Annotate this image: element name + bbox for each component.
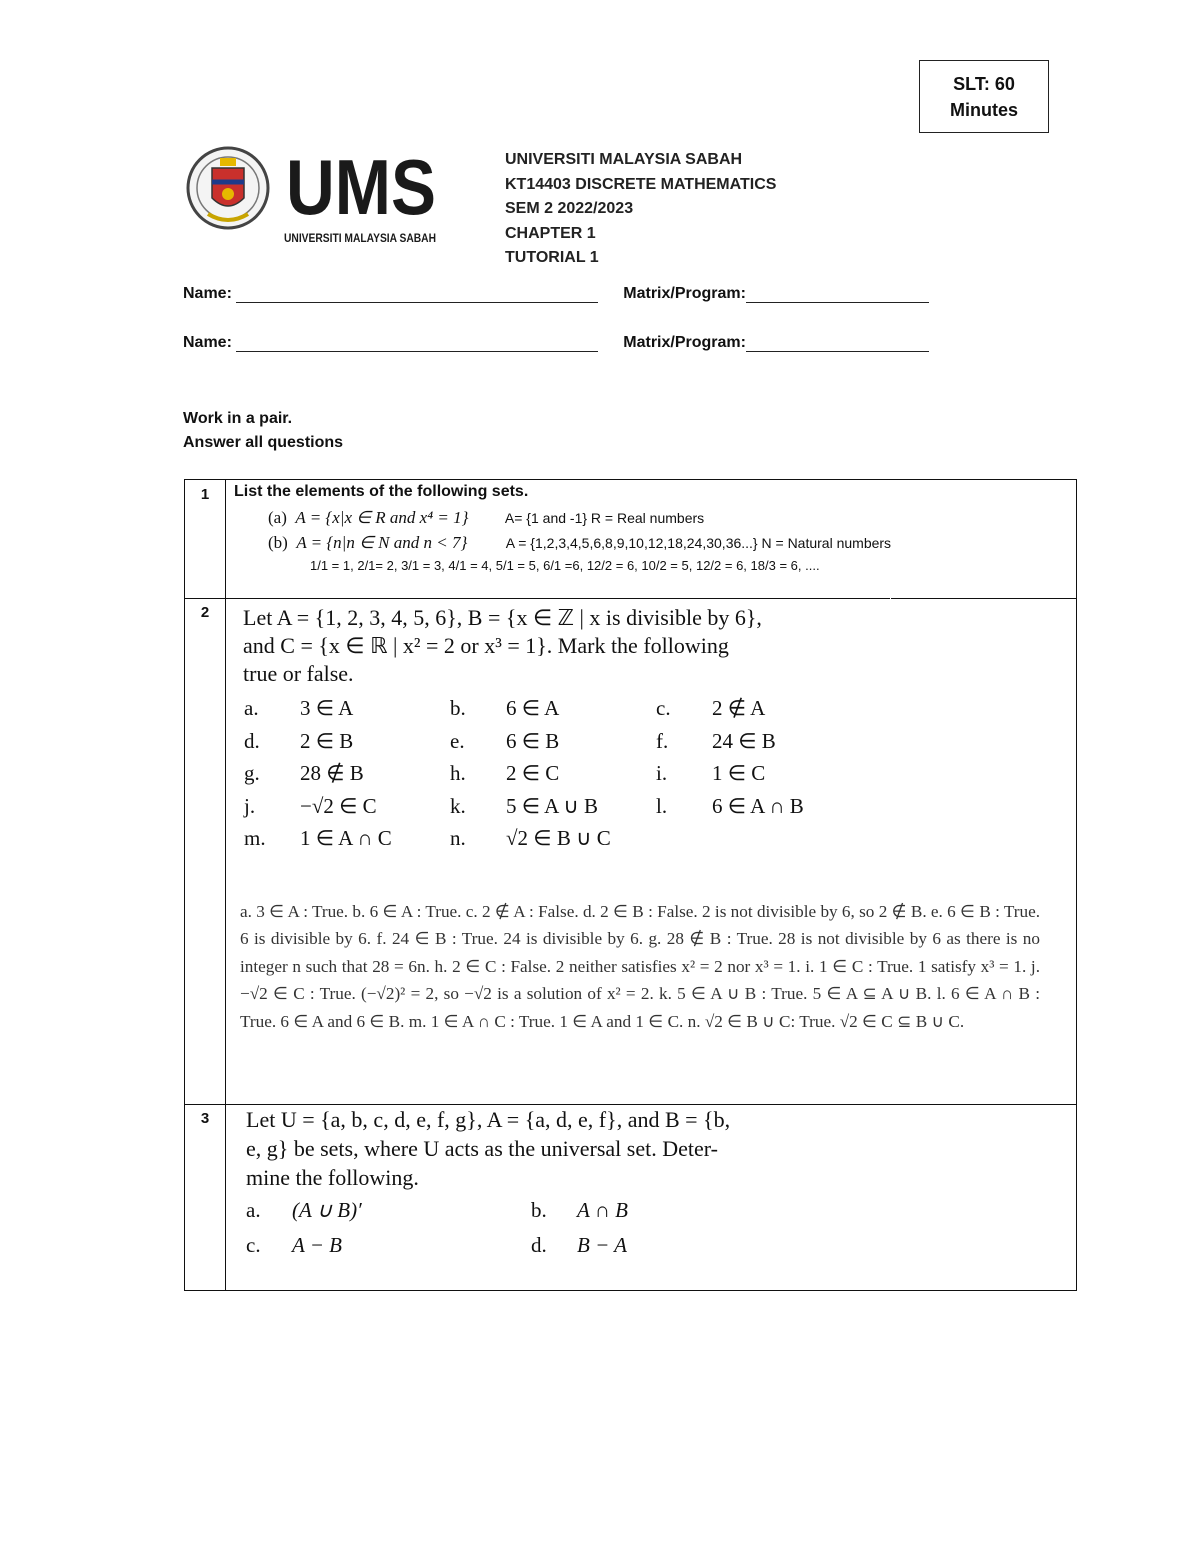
q1-prompt: List the elements of the following sets.: [234, 483, 529, 500]
q3-item-expr: B − A: [577, 1233, 627, 1257]
q2-item-expr: 28 ∉ B: [300, 761, 364, 786]
q2-item-label: a.: [244, 696, 259, 720]
q2-item-expr: 6 ∈ A ∩ B: [712, 793, 804, 818]
question-number-3: 3: [200, 1110, 210, 1127]
q2-question: [243, 604, 883, 688]
name-label: Name:: [183, 285, 232, 302]
q1-part-b: [268, 533, 891, 553]
logo-text: UMS: [286, 143, 436, 231]
chapter: CHAPTER 1: [505, 224, 596, 242]
q2-line-1: Let A = {1, 2, 3, 4, 5, 6}, B = {x ∈ ℤ | x is divisible by 6},: [243, 605, 762, 630]
q2-item-label: d.: [244, 728, 260, 753]
q3-item-label: b.: [531, 1198, 547, 1222]
q3-item-label: c.: [246, 1233, 261, 1257]
q1-part-a: [268, 508, 704, 528]
q2-item-expr: 6 ∈ B: [506, 728, 560, 753]
q1-b-answer: A = {1,2,3,4,5,6,8,9,10,12,18,24,30,36...} N = Natural numbers: [505, 535, 892, 551]
q2-item-label: g.: [244, 761, 260, 786]
slt-box: [919, 60, 1049, 133]
q2-items-grid: [244, 696, 884, 866]
ums-logo: [186, 130, 438, 250]
q2-item-label: m.: [244, 826, 266, 851]
q2-item-label: c.: [656, 696, 671, 720]
q2-answer: a. 3 ∈ A : True. b. 6 ∈ A : True. c. 2 ∉ A : False. d. 2 ∈ B : False. 2 is not divisible by 6, so 2 ∉ B. e. 6 ∈ B : True. 6 is divisible by 6. f. 24 ∈ B : True. 24 is divisible by 6. g. 28 ∉ B : True. 28 is not divisible by 6 as there is no integer n such that 28 = 6n. h. 2 ∈ C : False. 2 neither satisfies x² = 2 nor x³ = 1. i. 1 ∈ C : True. 1 satisfy x³ = 1. j. −√2 ∈ C : True. (−√2)² = 2, so −√2 is a solution of x² = 2. k. 5 ∈ A ∪ B : True. 5 ∈ A ⊆ A ∪ B. l. 6 ∈ A ∩ B : True. 6 ∈ A and 6 ∈ B. m. 1 ∈ A ∩ C : True. 1 ∈ A and 1 ∈ C. n. √2 ∈ B ∪ C: True. √2 ∈ C ⊆ B ∪ C.: [240, 902, 1040, 1031]
q2-item-label: i.: [656, 761, 668, 786]
q2-item-expr: 3 ∈ A: [300, 696, 354, 720]
slt-line2: Minutes: [949, 99, 1018, 120]
q2-item-label: j.: [244, 793, 256, 818]
question-number-1: 1: [200, 486, 210, 503]
q2-line-3: true or false.: [243, 661, 354, 686]
q1-a-label: (a): [268, 508, 287, 527]
q1-a-expr: A = {x|x ∈ R and x⁴ = 1}: [295, 508, 469, 527]
semester: SEM 2 2022/2023: [505, 200, 634, 218]
q2-item-label: k.: [450, 793, 466, 818]
q2-line-2: and C = {x ∈ ℝ | x² = 2 or x³ = 1}. Mark the following: [243, 633, 729, 658]
matrix-field[interactable]: [746, 288, 929, 303]
name-row-1: [183, 285, 929, 303]
q3-item-label: d.: [531, 1233, 547, 1257]
instruction-line-2: Answer all questions: [183, 434, 344, 451]
q2-item-label: f.: [656, 728, 669, 753]
q2-item-expr: √2 ∈ B ∪ C: [506, 826, 611, 851]
q3-items-grid: [246, 1198, 696, 1268]
q3-line-3: mine the following.: [246, 1165, 419, 1190]
name-label: Name:: [183, 334, 232, 351]
q3-item-expr: (A ∪ B)′: [292, 1198, 362, 1222]
logo-subtitle: UNIVERSITI MALAYSIA SABAH: [284, 231, 436, 245]
row-divider-1: [185, 598, 890, 599]
q2-item-expr: 5 ∈ A ∪ B: [506, 793, 599, 818]
course-code: KT14403 DISCRETE MATHEMATICS: [505, 175, 777, 193]
q2-item-label: l.: [656, 793, 668, 818]
matrix-field[interactable]: [746, 337, 929, 352]
q2-item-label: e.: [450, 728, 465, 753]
tutorial: TUTORIAL 1: [505, 249, 599, 267]
q3-line-2: e, g} be sets, where U acts as the universal set. Deter-: [246, 1136, 718, 1161]
instruction-line-1: Work in a pair.: [183, 410, 293, 427]
instructions: [183, 407, 343, 455]
name-row-2: [183, 334, 929, 352]
q3-item-expr: A − B: [292, 1233, 342, 1257]
q2-item-label: b.: [450, 696, 466, 720]
row-divider-1b: [891, 598, 1076, 599]
university-name: UNIVERSITI MALAYSIA SABAH: [505, 151, 743, 168]
name-field[interactable]: [236, 337, 598, 352]
q3-line-1: Let U = {a, b, c, d, e, f, g}, A = {a, d, e, f}, and B = {b,: [246, 1107, 731, 1132]
ums-crest-icon: [186, 130, 438, 250]
q2-item-expr: 1 ∈ A ∩ C: [300, 826, 392, 851]
q2-item-label: h.: [450, 761, 466, 786]
q2-item-label: n.: [450, 826, 466, 851]
q2-item-expr: 24 ∈ B: [712, 728, 776, 753]
q2-item-expr: 2 ∈ C: [506, 761, 560, 786]
q1-b-label: (b): [268, 533, 288, 552]
column-divider: [225, 480, 226, 1290]
question-number-2: 2: [200, 604, 210, 621]
q2-item-expr: 2 ∈ B: [300, 728, 354, 753]
q2-item-expr: 2 ∉ A: [712, 696, 766, 720]
q1-a-answer: A= {1 and -1} R = Real numbers: [504, 510, 705, 526]
q1-b-expr: A = {n|n ∈ N and n < 7}: [296, 533, 468, 552]
q1-note: 1/1 = 1, 2/1= 2, 3/1 = 3, 4/1 = 4, 5/1 = 5, 6/1 =6, 12/2 = 6, 10/2 = 5, 12/2 = 6, 18/3 = 6, ....: [310, 558, 820, 573]
q2-item-expr: −√2 ∈ C: [300, 793, 377, 818]
name-field[interactable]: [236, 288, 598, 303]
q2-item-expr: 1 ∈ C: [712, 761, 766, 786]
matrix-label: Matrix/Program:: [623, 285, 746, 302]
slt-line1: SLT: 60: [953, 73, 1015, 94]
q3-question: [246, 1105, 826, 1192]
q3-item-label: a.: [246, 1198, 261, 1222]
q2-item-expr: 6 ∈ A: [506, 696, 560, 720]
q3-item-expr: A ∩ B: [577, 1198, 628, 1222]
course-header: [505, 148, 776, 271]
matrix-label: Matrix/Program:: [623, 334, 746, 351]
